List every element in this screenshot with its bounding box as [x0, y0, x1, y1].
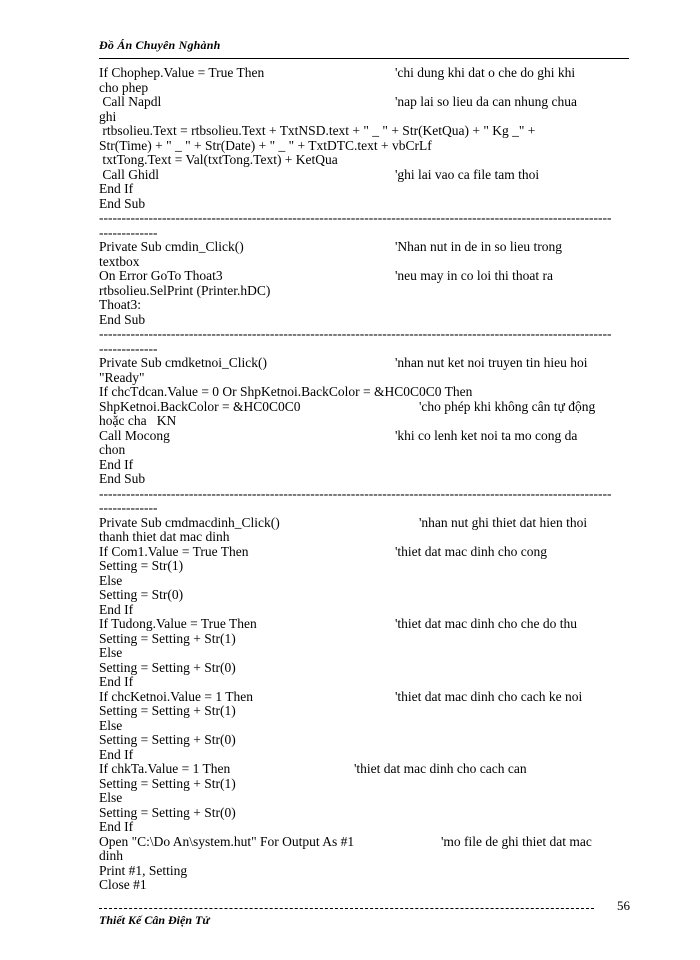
code-text: End If [99, 601, 134, 617]
code-text: If chkTa.Value = 1 Then [99, 761, 231, 776]
code-text: hoặc cha KN [99, 413, 177, 428]
code-text: If Tudong.Value = True Then [99, 616, 257, 631]
code-text: cho phep [99, 79, 149, 95]
code-line [99, 617, 635, 632]
code-text: rtbsolieu.Text = rtbsolieu.Text + TxtNSD.text + " _ " + Str(KetQua) + " Kg _" + [99, 123, 536, 138]
code-line [99, 733, 635, 748]
code-text: Call Mocong [99, 427, 170, 443]
code-text: Private Sub cmdmacdinh_Click() [99, 514, 280, 530]
code-line [99, 81, 635, 96]
code-text: textbox [99, 253, 140, 269]
code-text: ghi [99, 108, 117, 124]
code-line [99, 806, 635, 821]
code-line [99, 472, 635, 487]
code-line [99, 182, 635, 197]
code-comment: 'thiet dat mac dinh cho cach ke noi [395, 688, 583, 704]
code-text: rtbsolieu.SelPrint (Printer.hDC) [99, 282, 271, 298]
code-text: End If [99, 746, 134, 762]
code-line [99, 139, 635, 154]
code-line [99, 820, 635, 835]
code-line [99, 878, 635, 893]
code-text: Setting = Setting + Str(0) [99, 804, 236, 820]
code-text: End If [99, 674, 134, 689]
code-text: Call Napdl [99, 94, 162, 109]
footer-rule [99, 908, 594, 909]
code-text: Str(Time) + " _ " + Str(Date) + " _ " + TxtDTC.text + vbCrLf [99, 137, 432, 153]
code-text: End Sub [99, 195, 146, 211]
code-line [99, 574, 635, 589]
code-line [99, 632, 635, 647]
code-text: Private Sub cmdketnoi_Click() [99, 355, 267, 370]
page-header-title: Đồ Án Chuyên Nghành [99, 38, 221, 52]
code-text: End If [99, 181, 134, 196]
code-text: If chcTdcan.Value = 0 Or ShpKetnoi.BackColor = &HC0C0C0 Then [99, 384, 473, 399]
code-text: Thoat3: [99, 297, 141, 312]
code-text: Setting = Setting + Str(1) [99, 775, 236, 791]
code-line [99, 762, 635, 777]
code-comment: 'ghi lai vao ca file tam thoi [395, 166, 540, 182]
code-line [99, 124, 635, 139]
code-line [99, 690, 635, 705]
code-line [99, 849, 635, 864]
code-line [99, 400, 635, 415]
code-line [99, 545, 635, 560]
separator-line: ------------------------------------------------------------------------------------------------------------------ [99, 327, 612, 341]
code-line [99, 255, 635, 270]
code-comment: 'mo file de ghi thiet dat mac [441, 833, 592, 849]
code-comment: 'nhan nut ghi thiet dat hien thoi [419, 514, 588, 530]
separator-line: ------------- [99, 501, 158, 515]
code-line [99, 443, 635, 458]
code-text: Else [99, 790, 123, 805]
code-text: Setting = Str(1) [99, 558, 184, 573]
code-comment: 'Nhan nut in de in so lieu trong [395, 239, 563, 254]
code-text: thanh thiet dat mac dinh [99, 529, 230, 544]
code-line [99, 313, 635, 328]
code-text: If Com1.Value = True Then [99, 543, 249, 559]
code-text: Setting = Setting + Str(0) [99, 732, 236, 747]
code-line [99, 777, 635, 792]
code-line [99, 240, 635, 255]
code-line [99, 588, 635, 603]
code-text: If chcKetnoi.Value = 1 Then [99, 688, 253, 704]
separator-line: ------------- [99, 341, 158, 356]
code-line [99, 429, 635, 444]
code-text: End If [99, 456, 134, 472]
code-line [99, 835, 635, 850]
code-line [99, 269, 635, 284]
code-line [99, 646, 635, 661]
code-text: Setting = Setting + Str(1) [99, 630, 236, 646]
code-comment: 'neu may in co loi thi thoat ra [395, 268, 554, 283]
code-line [99, 298, 635, 313]
code-comment: 'thiet dat mac dinh cho che do thu [395, 616, 578, 631]
code-text: If Chophep.Value = True Then [99, 65, 265, 80]
code-comment: 'cho phép khi không cân tự động [419, 398, 596, 414]
code-text: dinh [99, 848, 124, 863]
code-line [99, 284, 635, 299]
code-text: Else [99, 645, 123, 660]
code-text: ShpKetnoi.BackColor = &HC0C0C0 [99, 398, 301, 414]
code-line [99, 704, 635, 719]
code-comment: 'khi co lenh ket noi ta mo cong da [395, 427, 578, 443]
code-line [99, 153, 635, 168]
code-line [99, 791, 635, 806]
code-text: End If [99, 819, 134, 834]
code-text: chon [99, 442, 126, 457]
separator-line: ------------------------------------------------------------------------------------------------------------------ [99, 211, 612, 225]
code-line [99, 110, 635, 125]
code-line [99, 864, 635, 879]
code-line [99, 356, 635, 371]
code-text: Else [99, 717, 123, 733]
code-text: End Sub [99, 311, 146, 327]
code-text: Setting = Str(0) [99, 587, 184, 602]
code-line [99, 371, 635, 386]
code-text: "Ready" [99, 369, 145, 385]
page-footer-title: Thiết Kế Cân Điện Tử [99, 913, 210, 927]
code-comment: 'thiet dat mac dinh cho cach can [354, 761, 527, 776]
code-text: Setting = Setting + Str(1) [99, 703, 236, 718]
code-text: Setting = Setting + Str(0) [99, 659, 236, 675]
code-comment: 'nap lai so lieu da can nhung chua [395, 94, 577, 109]
code-listing [99, 66, 635, 893]
code-text: Open "C:\Do An\system.hut" For Output As #1 [99, 833, 355, 849]
code-text: Private Sub cmdin_Click() [99, 239, 244, 254]
separator-line: ------------------------------------------------------------------------------------------------------------------ [99, 486, 612, 501]
code-text: txtTong.Text = Val(txtTong.Text) + KetQua [99, 152, 338, 167]
code-line [99, 603, 635, 618]
code-line [99, 197, 635, 212]
code-line [99, 675, 635, 690]
code-comment: 'nhan nut ket noi truyen tin hieu hoi [395, 355, 588, 370]
code-text: On Error GoTo Thoat3 [99, 268, 223, 283]
code-line [99, 66, 635, 81]
code-text: End Sub [99, 471, 146, 486]
code-line [99, 719, 635, 734]
code-text: Else [99, 572, 123, 588]
code-line [99, 168, 635, 183]
code-text: Call Ghidl [99, 166, 159, 182]
code-line [99, 414, 635, 429]
page-number: 56 [617, 898, 630, 913]
code-line [99, 661, 635, 676]
code-line [99, 458, 635, 473]
code-line [99, 748, 635, 763]
code-text: Print #1, Setting [99, 862, 188, 878]
separator-line: ------------- [99, 225, 158, 240]
code-line [99, 95, 635, 110]
code-line [99, 559, 635, 574]
code-comment: 'chi dung khi dat o che do ghi khi [395, 65, 576, 80]
code-line [99, 385, 635, 400]
header-rule [99, 58, 629, 59]
code-comment: 'thiet dat mac dinh cho cong [395, 543, 548, 559]
code-line [99, 516, 635, 531]
code-text: Close #1 [99, 877, 147, 892]
code-line [99, 530, 635, 545]
